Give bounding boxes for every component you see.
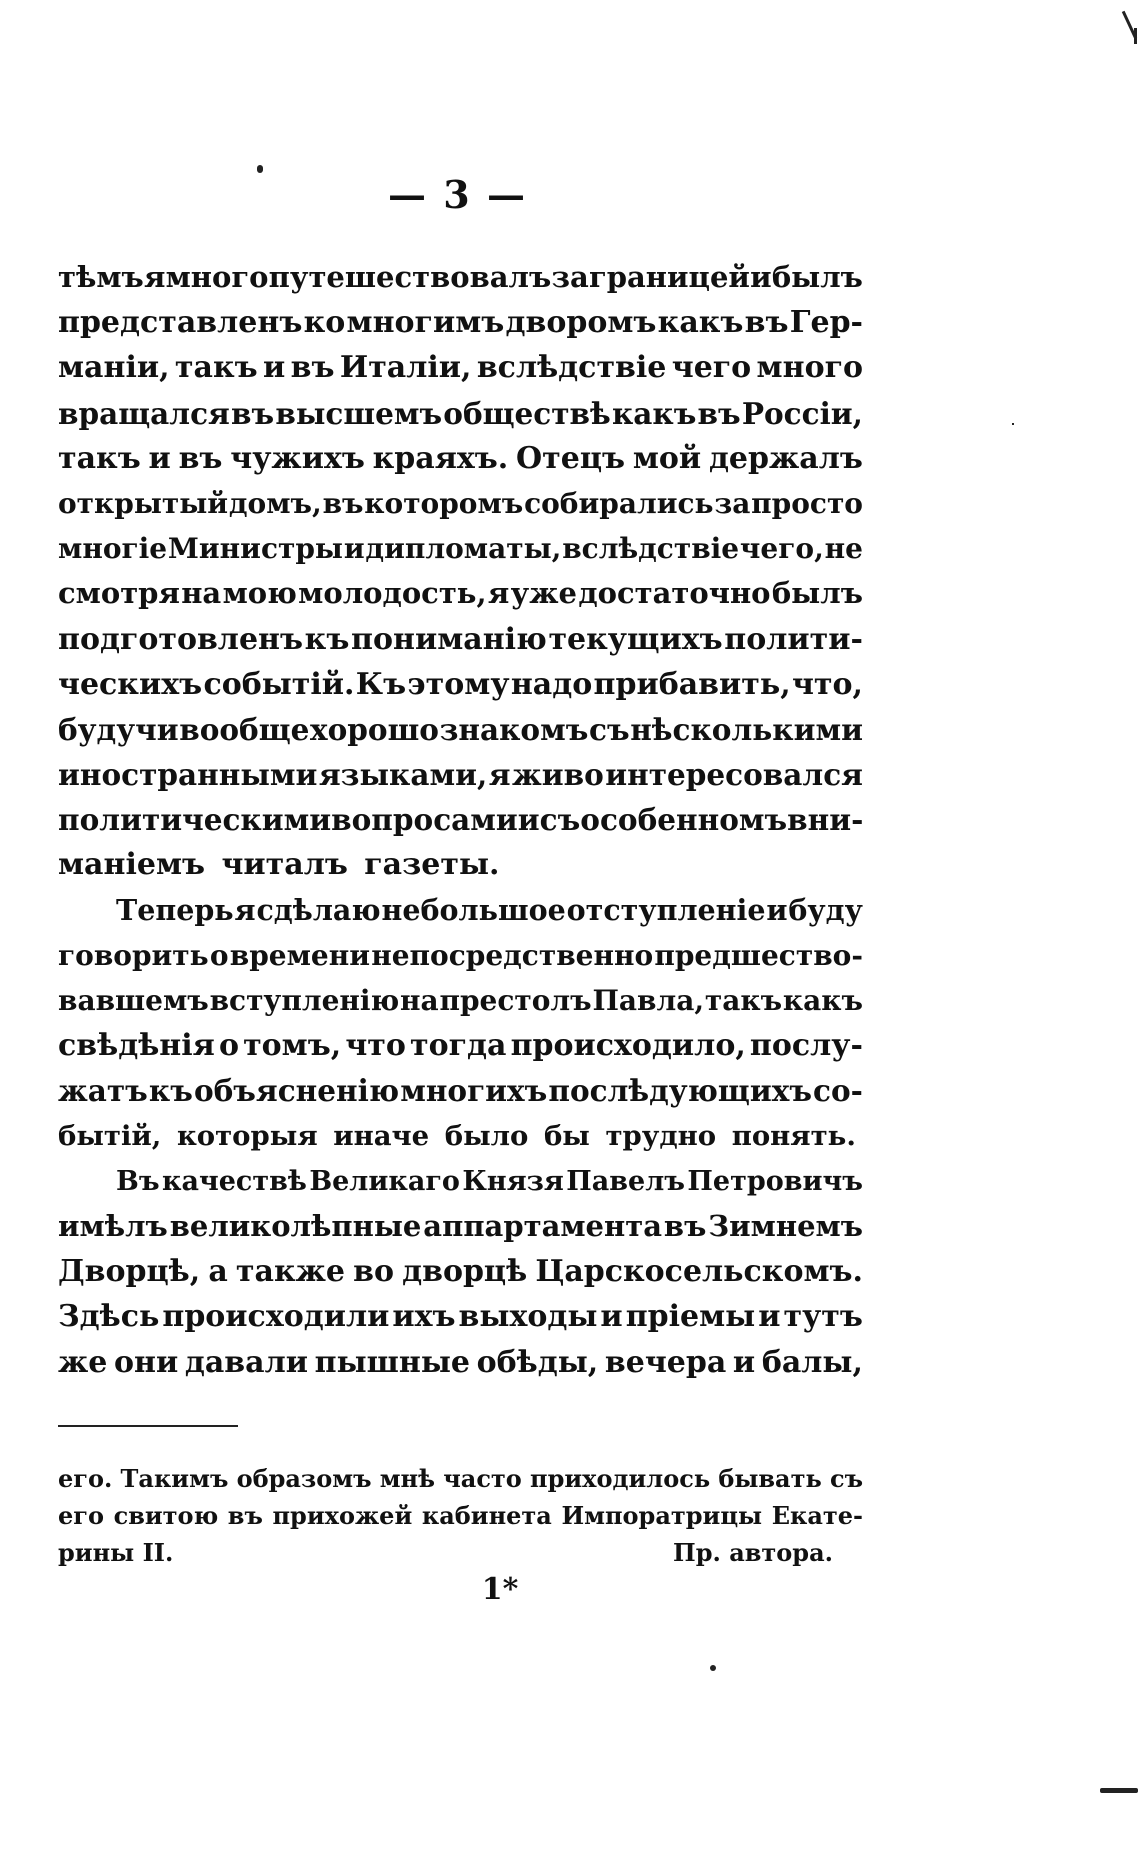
- scan-edge-mark: [1100, 1788, 1138, 1793]
- body-line: Въ качествѣ Великаго Князя Павелъ Петровичъ: [116, 1165, 863, 1197]
- footnote: [58, 1460, 863, 1571]
- body-line: маніи, такъ и въ Италіи, вслѣдствіе чего много: [58, 350, 863, 386]
- footnote-attribution: Пр. автора.: [673, 1538, 833, 1567]
- body-line: же они давали пышные обѣды, вечера и балы,: [58, 1344, 863, 1380]
- footnote-line-1: его. Такимъ образомъ мнѣ часто приходилось бывать съ: [58, 1464, 863, 1493]
- scan-speck: [1012, 423, 1014, 425]
- body-line: Теперь я сдѣлаю небольшое отступленіе и буду: [116, 892, 863, 927]
- footnote-line-3-left: рины II.: [58, 1538, 174, 1567]
- body-line: открытый домъ, въ которомъ собирались за просто: [58, 486, 863, 520]
- body-line: политическими вопросами и съ особенномъ вни-: [58, 802, 864, 838]
- body-line: Здѣсь происходили ихъ выходы и пріемы и тутъ: [58, 1299, 863, 1335]
- body-line: подготовленъ къ пониманію текущихъ полити-: [58, 621, 863, 657]
- body-line: свѣдѣнія о томъ, что тогда происходило, послу-: [58, 1028, 863, 1064]
- body-line: бытій, которыя иначе было бы трудно понять.: [58, 1119, 856, 1152]
- body-line: вращался въ высшемъ обществѣ какъ въ Россіи,: [58, 395, 863, 431]
- body-line: смотря на мою молодость, я уже достаточно былъ: [58, 576, 863, 611]
- body-line: маніемъ читалъ газеты.: [58, 847, 500, 883]
- body-line: представленъ ко многимъ дворомъ какъ въ Гер-: [58, 305, 863, 341]
- footnote-line-3: [58, 1534, 863, 1571]
- scan-edge-mark: [1134, 28, 1137, 44]
- body-line: ческихъ событій. Къ этому надо прибавить, что,: [58, 666, 863, 702]
- footnote-line-2: его свитою въ прихожей кабинета Импоратрицы Екате-: [58, 1501, 863, 1530]
- body-line: говорить о времени непосредственно предшество-: [58, 938, 863, 972]
- body-line: многіе Министры и дипломаты, вслѣдствіе чего, не: [58, 532, 863, 566]
- body-line: тѣмъ я много путешествовалъ за границей и былъ: [58, 260, 863, 294]
- scan-speck: [257, 165, 263, 173]
- footnote-rule: [58, 1425, 238, 1427]
- signature-mark: 1*: [481, 1572, 519, 1607]
- body-line: иностранными языками, я живо интересовался: [58, 757, 863, 793]
- page-number: — 3 —: [388, 172, 527, 217]
- body-line: Дворцѣ, а также во дворцѣ Царскосельскомъ.: [58, 1254, 863, 1290]
- scan-speck: [710, 1665, 716, 1671]
- body-line: вавшемъ вступленію на престолъ Павла, такъ какъ: [58, 984, 863, 1017]
- body-line: имѣлъ великолѣпные аппартамента въ Зимнемъ: [58, 1208, 863, 1243]
- body-text: [58, 255, 863, 1385]
- body-line: жатъ къ объясненію многихъ послѣдующихъ со-: [58, 1073, 863, 1109]
- body-line: будучи вообще хорошо знакомъ съ нѣсколькими: [58, 711, 863, 747]
- body-line: такъ и въ чужихъ краяхъ. Отецъ мой держалъ: [58, 440, 863, 476]
